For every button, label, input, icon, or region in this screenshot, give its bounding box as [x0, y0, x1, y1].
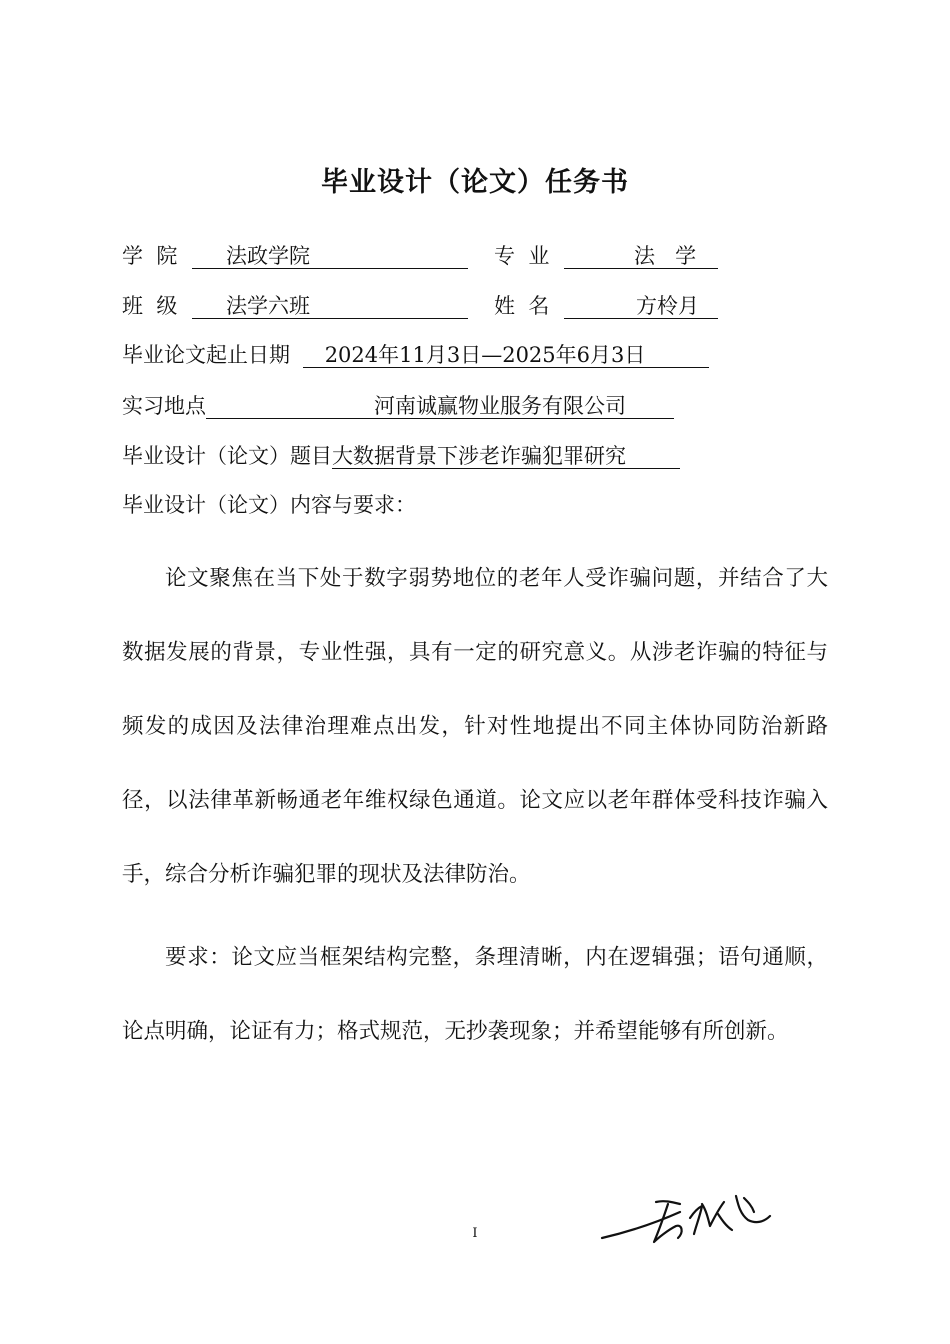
location-row	[122, 392, 674, 420]
signature-image	[598, 1190, 778, 1250]
topic-value: 大数据背景下涉老诈骗犯罪研究	[332, 444, 680, 469]
name-label: 姓 名	[494, 294, 550, 318]
major-label: 专 业	[494, 244, 550, 268]
page-number: I	[472, 1226, 478, 1241]
class-row	[122, 292, 468, 320]
name-value: 方柃月	[564, 294, 718, 319]
college-label: 学 院	[122, 244, 178, 268]
class-label: 班 级	[122, 294, 178, 318]
dates-label: 毕业论文起止日期	[122, 343, 290, 367]
college-row	[122, 242, 468, 270]
body-paragraph-1: 论文聚焦在当下处于数字弱势地位的老年人受诈骗问题，并结合了大数据发展的背景，专业性强，具有一定的研究意义。从涉老诈骗的特征与频发的成因及法律治理难点出发，针对性地提出不同主体协同防治新路径，以法律革新畅通老年维权绿色通道。论文应以老年群体受科技诈骗入手，综合分析诈骗犯罪的现状及法律防治。	[122, 566, 828, 887]
location-label: 实习地点	[122, 394, 206, 418]
page-title: 毕业设计（论文）任务书	[321, 167, 629, 198]
dates-row	[122, 341, 709, 369]
major-row	[494, 242, 718, 270]
topic-label: 毕业设计（论文）题目	[122, 444, 332, 468]
dates-value: 2024年11月3日—2025年6月3日	[303, 343, 709, 368]
class-value: 法学六班	[192, 294, 468, 319]
name-row	[494, 292, 718, 320]
college-value: 法政学院	[192, 244, 468, 269]
topic-row	[122, 442, 680, 470]
location-value: 河南诚赢物业服务有限公司	[206, 394, 674, 419]
content-label: 毕业设计（论文）内容与要求：	[122, 493, 416, 517]
body-paragraph-2: 要求：论文应当框架结构完整，条理清晰，内在逻辑强；语句通顺，论点明确，论证有力；格式规范，无抄袭现象；并希望能够有所创新。	[122, 945, 828, 1044]
major-value: 法 学	[564, 244, 718, 269]
